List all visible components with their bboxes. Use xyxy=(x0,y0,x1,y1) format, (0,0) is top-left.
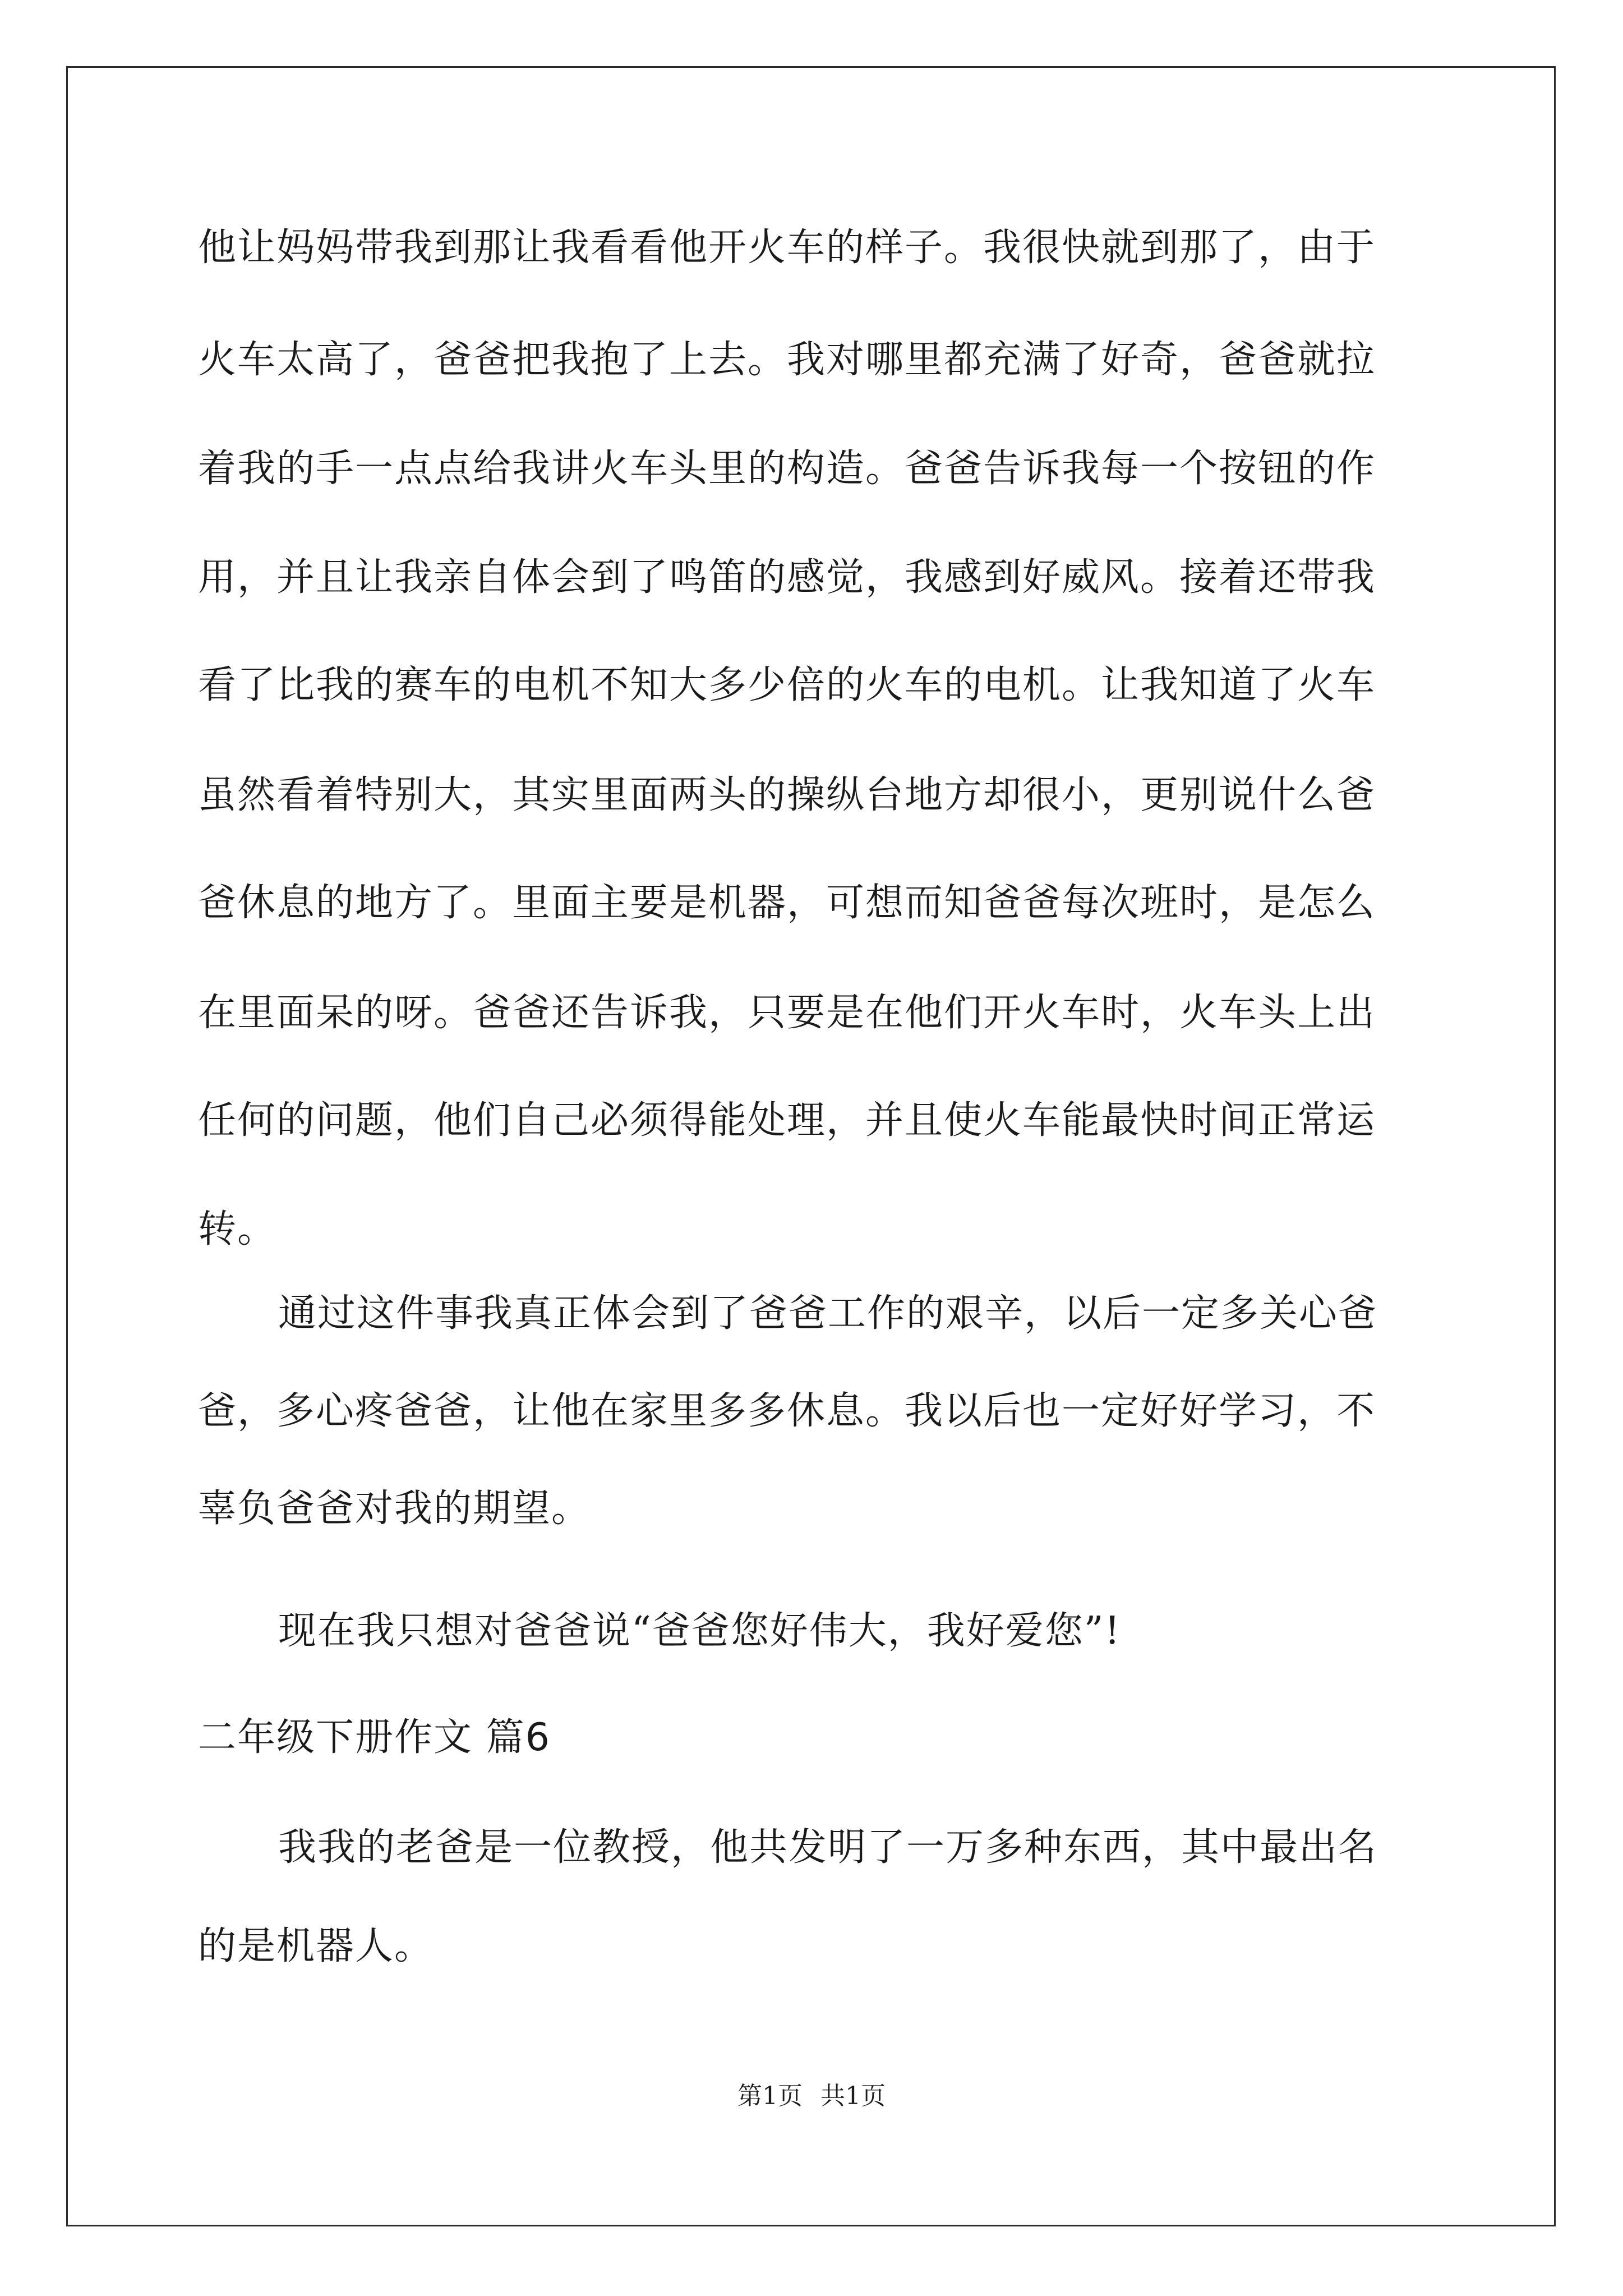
paragraph-line: 着我的手一点点给我讲火车头里的构造。爸爸告诉我每一个按钮的作 xyxy=(198,447,1376,491)
paragraph-line: 他让妈妈带我到那让我看看他开火车的样子。我很快就到那了，由于 xyxy=(198,226,1376,270)
paragraph-line: 通过这件事我真正体会到了爸爸工作的艰辛，以后一定多关心爸 xyxy=(278,1291,1378,1336)
paragraph-line: 爸，多心疼爸爸，让他在家里多多休息。我以后也一定好好学习，不 xyxy=(198,1389,1376,1433)
paragraph-line: 用，并且让我亲自体会到了鸣笛的感觉，我感到好威风。接着还带我 xyxy=(198,555,1376,600)
paragraph-line: 火车太高了，爸爸把我抱了上去。我对哪里都充满了好奇，爸爸就拉 xyxy=(198,338,1376,382)
paragraph-line: 现在我只想对爸爸说“爸爸您好伟大，我好爱您”! xyxy=(278,1609,1121,1653)
paragraph-line: 看了比我的赛车的电机不知大多少倍的火车的电机。让我知道了火车 xyxy=(198,663,1376,707)
paragraph-line: 我我的老爸是一位教授，他共发明了一万多种东西，其中最出名 xyxy=(278,1825,1378,1870)
paragraph-line: 转。 xyxy=(198,1207,277,1251)
paragraph-line: 爸休息的地方了。里面主要是机器，可想而知爸爸每次班时，是怎么 xyxy=(198,881,1376,925)
paragraph-line: 虽然看着特别大，其实里面两头的操纵台地方却很小，更别说什么爸 xyxy=(198,773,1376,817)
paragraph-line: 在里面呆的呀。爸爸还告诉我，只要是在他们开火车时，火车头上出 xyxy=(198,991,1376,1035)
section-heading: 二年级下册作文 篇6 xyxy=(198,1715,551,1760)
paragraph-line: 任何的问题，他们自己必须得能处理，并且使火车能最快时间正常运 xyxy=(198,1098,1376,1143)
paragraph-line: 的是机器人。 xyxy=(198,1924,434,1968)
page-number-footer: 第1页 共1页 xyxy=(737,2082,886,2110)
paragraph-line: 辜负爸爸对我的期望。 xyxy=(198,1487,591,1531)
